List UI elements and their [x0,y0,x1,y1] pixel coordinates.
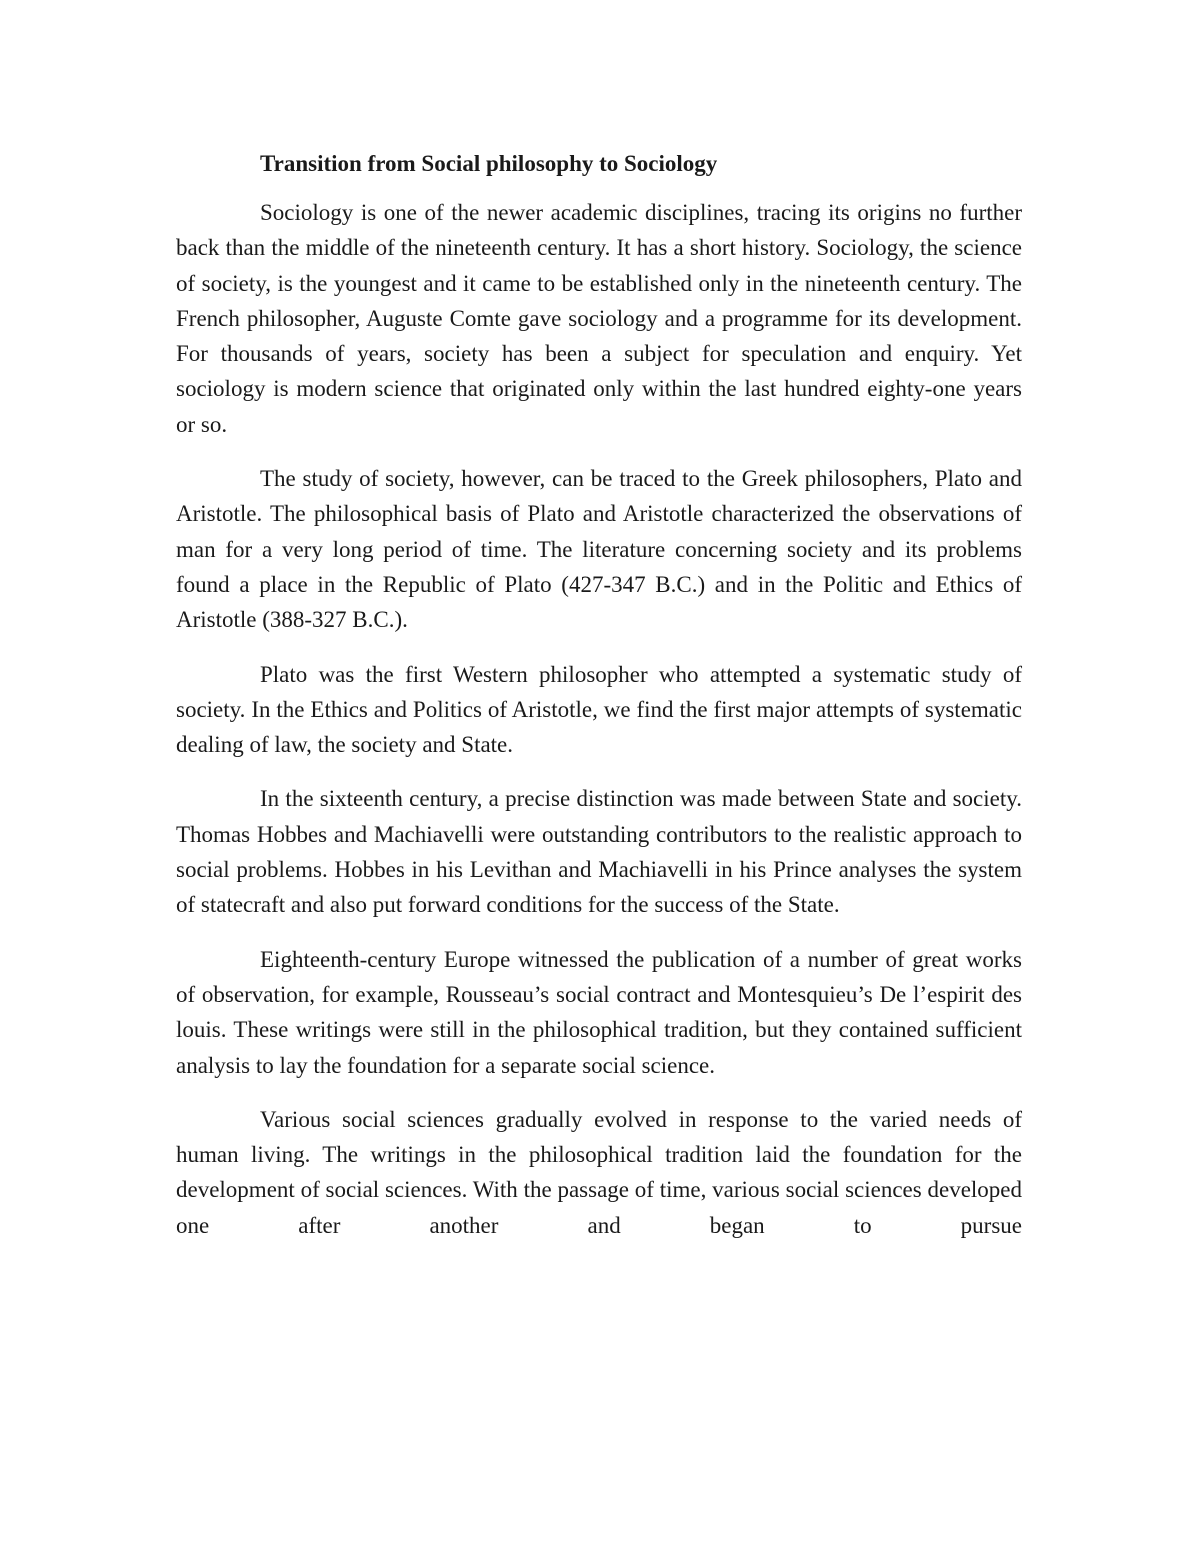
paragraph-5: Eighteenth-century Europe witnessed the publication of a number of great works of observation, for example, Rousseau’s social contract and Montesquieu’s De l’espirit des louis. These writings were still in the philosophical tradition, but they contained sufficient analysis to lay the foundation for a separate social science. [176,946,1022,1078]
paragraph-6: Various social sciences gradually evolved in response to the varied needs of human living. The writings in the philosophical tradition laid the foundation for the development of social sciences. With the passage of time, various social sciences developed one after another and began to pursue [176,1106,1022,1238]
paragraph-4: In the sixteenth century, a precise distinction was made between State and society. Thomas Hobbes and Machiavelli were outstanding contributors to the realistic approach to social problems. Hobbes in his Levithan and Machiavelli in his Prince analyses the system of statecraft and also put forward conditions for the success of the State. [176,786,1022,918]
paragraph-2: The study of society, however, can be traced to the Greek philosophers, Plato and Aristotle. The philosophical basis of Plato and Aristotle characterized the observations of man for a very long period of time. The literature concerning society and its problems found a place in the Republic of Plato (427-347 B.C.) and in the Politic and Ethics of Aristotle (388-327 B.C.). [176,466,1022,633]
paragraph-3: Plato was the first Western philosopher who attempted a systematic study of society. In the Ethics and Politics of Aristotle, we find the first major attempts of systematic dealing of law, the society and State. [176,661,1022,758]
document-title: Transition from Social philosophy to Sociology [260,151,718,176]
document-body [176,146,1022,1243]
paragraph-1: Sociology is one of the newer academic disciplines, tracing its origins no further back than the middle of the nineteenth century. It has a short history. Sociology, the science of society, is the youngest and it came to be established only in the nineteenth century. The French philosopher, Auguste Comte gave sociology and a programme for its development. For thousands of years, society has been a subject for speculation and enquiry. Yet sociology is modern science that originated only within the last hundred eighty-one years or so. [176,200,1022,437]
